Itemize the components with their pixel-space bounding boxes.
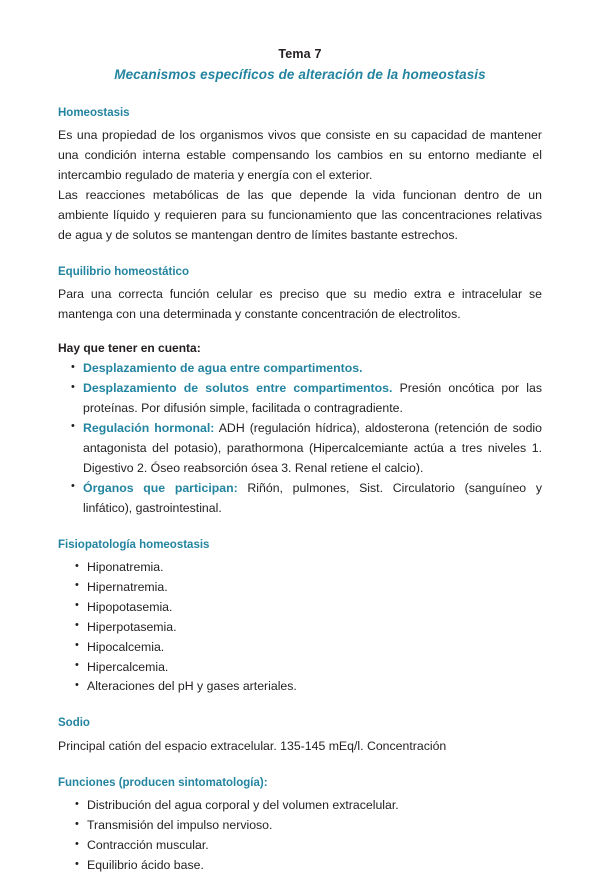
list-item [58, 359, 542, 379]
subheading-hay-que-tener-en-cuenta: Hay que tener en cuenta: [58, 341, 201, 356]
list-item: • Contracción muscular. [58, 836, 542, 856]
equilibrio-bullet-list [58, 359, 542, 518]
list-item-text: ADH (regulación hídrica), aldosterona (retención de sodio antagonista del potasio), parathormona (Hipercalcemiante actúa a tres niveles 1. Digestivo 2. Óseo reabsorción ósea 3. Renal retiene el calcio). [83, 420, 542, 475]
list-item-text: Riñón, pulmones, Sist. Circulatorio (sanguíneo y linfático), gastrointestinal. [83, 480, 542, 515]
section-heading-homeostasis: Homeostasis [58, 106, 130, 119]
list-item: • Transmisión del impulso nervioso. [58, 816, 542, 836]
funciones-bullet-list [58, 796, 542, 876]
list-item: • Hiponatremia. [58, 558, 542, 578]
equilibrio-paragraph-1: Para una correcta función celular es preciso que su medio extra e intracelular se mantenga con una determinada y constante concentración de electrolitos. [58, 287, 542, 322]
spacer [58, 325, 542, 340]
list-item: • Distribución del agua corporal y del volumen extracelular. [58, 796, 542, 816]
list-item [58, 479, 542, 519]
list-item-highlight: Desplazamiento de solutos entre compartimentos. [83, 381, 393, 396]
list-item: • Alteraciones del pH y gases arteriales. [58, 677, 542, 697]
list-item: • Equilibrio ácido base. [58, 856, 542, 876]
section-heading-equilibrio: Equilibrio homeostático [58, 265, 189, 278]
list-item-highlight: Órganos que participan: [83, 480, 238, 495]
list-item: • Hipernatremia. [58, 578, 542, 598]
section-heading-funciones: Funciones (producen sintomatología): [58, 776, 268, 789]
spacer [58, 246, 542, 265]
page-title: Tema 7 [278, 47, 322, 61]
sodio-paragraph-1: Principal catión del espacio extracelular. 135-145 mEq/l. Concentración [58, 738, 447, 753]
spacer [58, 697, 542, 716]
list-item [58, 419, 542, 479]
list-item [58, 379, 542, 419]
page-subtitle: Mecanismos específicos de alteración de la homeostasis [114, 67, 486, 83]
list-item: • Hipopotasemia. [58, 598, 542, 618]
homeostasis-paragraph-2: Las reacciones metabólicas de las que depende la vida funcionan dentro de un ambiente líquido y requieren para su funcionamiento que las concentraciones relativas de agua y de solutos se mantengan dentro de límites bastante estrechos. [58, 188, 542, 242]
fisiopatologia-bullet-list [58, 558, 542, 697]
list-item-highlight: Regulación hormonal: [83, 420, 215, 435]
list-item: • Hiperpotasemia. [58, 618, 542, 638]
section-heading-fisiopatologia: Fisiopatología homeostasis [58, 538, 210, 551]
list-item: • Hipercalcemia. [58, 658, 542, 678]
homeostasis-paragraph-1: Es una propiedad de los organismos vivos que consiste en su capacidad de mantener una condición interna estable compensando los cambios en su entorno mediante el intercambio regulado de materia y energía con el exterior. [58, 128, 542, 183]
spacer [58, 757, 542, 776]
list-item: • Hipocalcemia. [58, 638, 542, 658]
list-item-highlight: Desplazamiento de agua entre compartimentos. [83, 361, 363, 376]
section-heading-sodio: Sodio [58, 717, 90, 730]
spacer [58, 519, 542, 538]
list-item-text: Presión oncótica por las proteínas. Por difusión simple, facilitada o contragradiente. [83, 381, 542, 416]
